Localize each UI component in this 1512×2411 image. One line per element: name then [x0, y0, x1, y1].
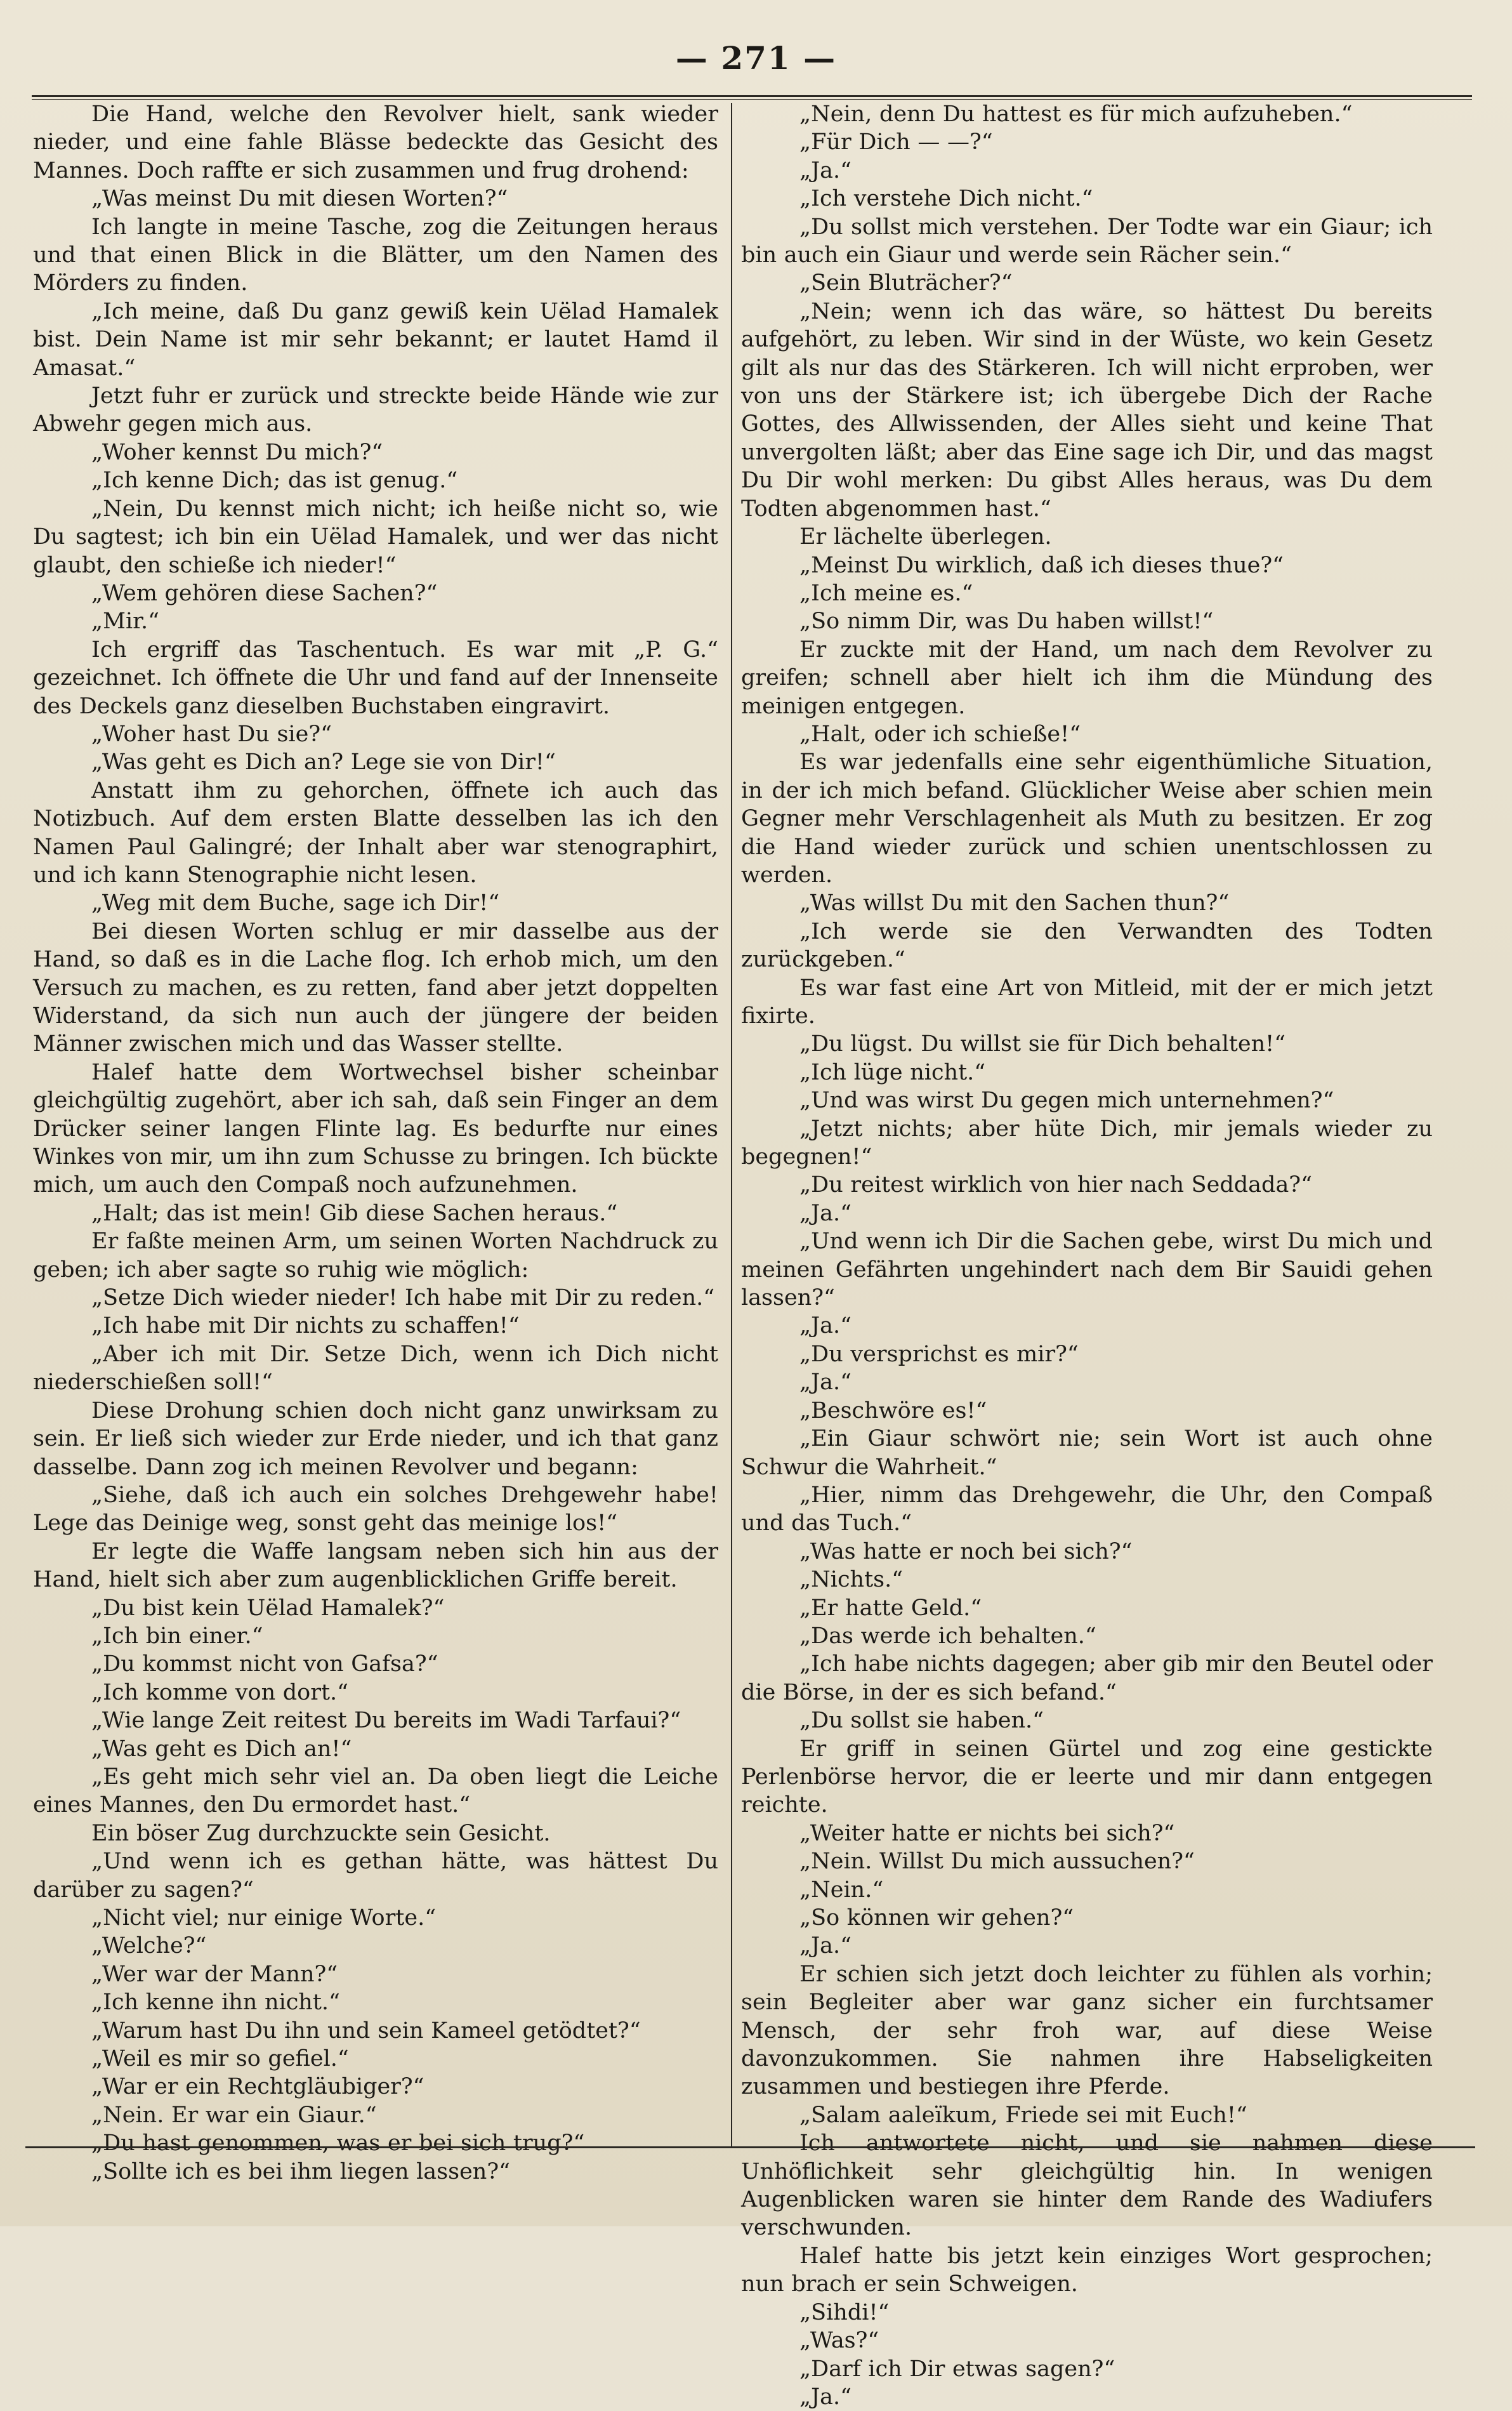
column-divider	[731, 103, 732, 2146]
paragraph: „Er hatte Geld.“	[799, 1595, 982, 1621]
paragraph: „Weg mit dem Buche, sage ich Dir!“	[91, 890, 500, 916]
paragraph: „Was meinst Du mit diesen Worten?“	[91, 186, 508, 212]
paragraph: „Ein Giaur schwört nie; sein Wort ist auch ohne Schwur die Wahrheit.“	[741, 1426, 1433, 1480]
paragraph: Jetzt fuhr er zurück und streckte beide Hände wie zur Abwehr gegen mich aus.	[33, 383, 718, 437]
paragraph: „Ich habe mit Dir nichts zu schaffen!“	[91, 1313, 520, 1339]
paragraph: „Nein, Du kennst mich nicht; ich heiße nicht so, wie Du sagtest; ich bin ein Uëlad Hamalek, und wer das nicht glaubt, den schieße ich nieder!“	[33, 496, 718, 578]
paragraph: Diese Drohung schien doch nicht ganz unwirksam zu sein. Er ließ sich wieder zur Erde nieder, und ich that ganz dasselbe. Dann zog ich meinen Revolver und begann:	[33, 1397, 718, 1480]
paragraph: „Darf ich Dir etwas sagen?“	[799, 2356, 1115, 2382]
paragraph: „Mir.“	[91, 609, 160, 635]
paragraph: „Ja.“	[799, 2384, 852, 2410]
paragraph: „Nein; wenn ich das wäre, so hättest Du bereits aufgehört, zu leben. Wir sind in der Wüste, wo kein Gesetz gilt als nur das des Stärkeren. Ich will nicht erproben, wer von uns der Stärkere ist; ich übergebe Dich der Rache Gottes, des Allwissenden, der Alles sieht und keine That unvergolten läßt; aber das Eine sage ich Dir, und das magst Du Dir wohl merken: Du gibst Alles heraus, was Du dem Todten abgenommen hast.“	[741, 298, 1433, 522]
paragraph: „Ich werde sie den Verwandten des Todten zurückgeben.“	[741, 918, 1433, 973]
paragraph: Anstatt ihm zu gehorchen, öffnete ich auch das Notizbuch. Auf dem ersten Blatte desselben las ich den Namen Paul Galingré; der Inhalt aber war stenographirt, und ich kann Stenographie nicht lesen.	[33, 777, 718, 888]
paragraph: „So nimm Dir, was Du haben willst!“	[799, 609, 1214, 635]
paragraph: Er zuckte mit der Hand, um nach dem Revolver zu greifen; schnell aber hielt ich ihm die Mündung des meinigen entgegen.	[741, 637, 1433, 719]
footer-rule	[25, 2146, 1475, 2148]
paragraph: Er griff in seinen Gürtel und zog eine gestickte Perlenbörse hervor, die er leerte und mir dann entgegen reichte.	[741, 1736, 1433, 1818]
paragraph: „Für Dich — —?“	[799, 129, 993, 155]
left-column	[33, 100, 718, 2184]
paragraph: „Was geht es Dich an? Lege sie von Dir!“	[91, 750, 556, 776]
paragraph: Er legte die Waffe langsam neben sich hin aus der Hand, hielt sich aber zum augenblicklichen Griffe bereit.	[33, 1538, 718, 1593]
paragraph: „Ich lüge nicht.“	[799, 1059, 986, 1085]
paragraph: „Aber ich mit Dir. Setze Dich, wenn ich Dich nicht niederschießen soll!“	[33, 1341, 718, 1396]
paragraph: „Weil es mir so gefiel.“	[91, 2046, 349, 2072]
paragraph: Ich antwortete nicht, und sie nahmen diese Unhöflichkeit sehr gleichgültig hin. In wenigen Augenblicken waren sie hinter dem Rande des Wadiufers verschwunden.	[741, 2130, 1433, 2241]
paragraph: „Was hatte er noch bei sich?“	[799, 1538, 1133, 1564]
paragraph: „Setze Dich wieder nieder! Ich habe mit Dir zu reden.“	[91, 1285, 715, 1311]
paragraph: „Warum hast Du ihn und sein Kameel getödtet?“	[91, 2018, 641, 2044]
paragraph: „Was willst Du mit den Sachen thun?“	[799, 890, 1230, 916]
paragraph: „Und was wirst Du gegen mich unternehmen?“	[799, 1088, 1334, 1114]
paragraph: „Du lügst. Du willst sie für Dich behalten!“	[799, 1031, 1286, 1057]
paragraph: Er faßte meinen Arm, um seinen Worten Nachdruck zu geben; ich aber sagte so ruhig wie möglich:	[33, 1229, 718, 1283]
paragraph: Er lächelte überlegen.	[799, 524, 1052, 550]
paragraph: „Nein. Er war ein Giaur.“	[91, 2102, 377, 2128]
paragraph: „Jetzt nichts; aber hüte Dich, mir jemals wieder zu begegnen!“	[741, 1116, 1433, 1170]
paragraph: „Halt, oder ich schieße!“	[799, 721, 1081, 747]
paragraph: „Siehe, daß ich auch ein solches Drehgewehr habe! Lege das Deinige weg, sonst geht das meinige los!“	[33, 1482, 718, 1536]
paragraph: „Und wenn ich es gethan hätte, was hättest Du darüber zu sagen?“	[33, 1849, 718, 1903]
paragraph: „Woher hast Du sie?“	[91, 721, 332, 747]
paragraph: „Ich meine es.“	[799, 580, 973, 606]
paragraph: „Ich kenne Dich; das ist genug.“	[91, 468, 458, 494]
paragraph: „Welche?“	[91, 1933, 207, 1959]
paragraph: Ich langte in meine Tasche, zog die Zeitungen heraus und that einen Blick in die Blätter, um den Namen des Mörders zu finden.	[33, 214, 718, 296]
paragraph: „Ja.“	[799, 1200, 852, 1226]
paragraph: „Du bist kein Uëlad Hamalek?“	[91, 1595, 445, 1621]
paragraph: „Meinst Du wirklich, daß ich dieses thue?“	[799, 552, 1284, 578]
page-number: — 271 —	[675, 39, 837, 77]
paragraph: „Ich verstehe Dich nicht.“	[799, 186, 1093, 212]
paragraph: „So können wir gehen?“	[799, 1905, 1074, 1931]
paragraph: „Du hast genommen, was er bei sich trug?“	[91, 2130, 585, 2157]
paragraph: Halef hatte dem Wortwechsel bisher scheinbar gleichgültig zugehört, aber ich sah, daß sein Finger an dem Drücker seiner langen Flinte lag. Es bedurfte nur eines Winkes von mir, um ihn zum Schusse zu bringen. Ich bückte mich, um auch den Compaß noch aufzunehmen.	[33, 1059, 718, 1198]
paragraph: „Nein, denn Du hattest es für mich aufzuheben.“	[799, 102, 1353, 127]
paragraph: Es war jedenfalls eine sehr eigenthümliche Situation, in der ich mich befand. Glücklicher Weise aber schien mein Gegner mehr Verschlagenheit als Muth zu besitzen. Er zog die Hand wieder zurück und schien unentschlossen zu werden.	[741, 750, 1433, 888]
paragraph: Bei diesen Worten schlug er mir dasselbe aus der Hand, so daß es in die Lache flog. Ich erhob mich, um den Versuch zu machen, es zu retten, fand aber jetzt doppelten Widerstand, da sich nun auch der jüngere der beiden Männer zwischen mich und das Wasser stellte.	[33, 918, 718, 1057]
paragraph: „Ja.“	[799, 157, 852, 183]
paragraph: „Halt; das ist mein! Gib diese Sachen heraus.“	[91, 1200, 618, 1226]
paragraph: „Ich kenne ihn nicht.“	[91, 1990, 340, 2016]
paragraph: Er schien sich jetzt doch leichter zu fühlen als vorhin; sein Begleiter aber war ganz sicher ein furchtsamer Mensch, der sehr froh war, auf diese Weise davonzukommen. Sie nahmen ihre Habseligkeiten zusammen und bestiegen ihre Pferde.	[741, 1961, 1433, 2100]
paragraph: „Ja.“	[799, 1370, 852, 1396]
paragraph: „Wie lange Zeit reitest Du bereits im Wadi Tarfaui?“	[91, 1708, 681, 1734]
header-rule	[32, 95, 1472, 97]
paragraph: „Wem gehören diese Sachen?“	[91, 580, 438, 606]
paragraph: „Und wenn ich Dir die Sachen gebe, wirst Du mich und meinen Gefährten ungehindert nach dem Bir Sauidi gehen lassen?“	[741, 1229, 1433, 1311]
paragraph: „Du kommst nicht von Gafsa?“	[91, 1651, 438, 1677]
paragraph: „Es geht mich sehr viel an. Da oben liegt die Leiche eines Mannes, den Du ermordet hast.“	[33, 1764, 718, 1818]
paragraph: „Ich habe nichts dagegen; aber gib mir den Beutel oder die Börse, in der es sich befand.“	[741, 1651, 1433, 1705]
paragraph: „Nicht viel; nur einige Worte.“	[91, 1905, 437, 1931]
paragraph: „War er ein Rechtgläubiger?“	[91, 2074, 424, 2100]
paragraph: „Sihdi!“	[799, 2299, 890, 2325]
paragraph: „Beschwöre es!“	[799, 1397, 987, 1423]
paragraph: „Das werde ich behalten.“	[799, 1623, 1096, 1649]
paragraph: „Du sollst mich verstehen. Der Todte war ein Giaur; ich bin auch ein Giaur und werde sein Rächer sein.“	[741, 214, 1433, 268]
paragraph: Halef hatte bis jetzt kein einziges Wort gesprochen; nun brach er sein Schweigen.	[741, 2243, 1433, 2297]
paragraph: „Ich komme von dort.“	[91, 1679, 349, 1705]
paragraph: „Nichts.“	[799, 1567, 904, 1593]
paragraph: „Du reitest wirklich von hier nach Seddada?“	[799, 1172, 1312, 1198]
paragraph: „Ich bin einer.“	[91, 1623, 263, 1649]
paragraph: „Sollte ich es bei ihm liegen lassen?“	[91, 2158, 511, 2184]
right-column	[741, 100, 1433, 2410]
paragraph: „Du sollst sie haben.“	[799, 1708, 1044, 1734]
paragraph: „Du versprichst es mir?“	[799, 1341, 1079, 1367]
paragraph: „Wer war der Mann?“	[91, 1961, 338, 1987]
paragraph: „Was geht es Dich an!“	[91, 1736, 352, 1762]
paragraph: „Nein.“	[799, 1877, 884, 1903]
paragraph: „Weiter hatte er nichts bei sich?“	[799, 1820, 1175, 1846]
paragraph: „Ja.“	[799, 1933, 852, 1959]
paragraph: „Ja.“	[799, 1313, 852, 1339]
paragraph: Ein böser Zug durchzuckte sein Gesicht.	[91, 1820, 551, 1846]
paragraph: Die Hand, welche den Revolver hielt, sank wieder nieder, und eine fahle Blässe bedeckte das Gesicht des Mannes. Doch raffte er sich zusammen und frug drohend:	[33, 102, 718, 183]
paragraph: Ich ergriff das Taschentuch. Es war mit „P. G.“ gezeichnet. Ich öffnete die Uhr und fand auf der Innenseite des Deckels ganz dieselben Buchstaben eingravirt.	[33, 637, 718, 719]
paragraph: „Woher kennst Du mich?“	[91, 439, 383, 465]
paragraph: „Was?“	[799, 2328, 879, 2354]
paragraph: „Salam aaleïkum, Friede sei mit Euch!“	[799, 2102, 1247, 2128]
paragraph: „Nein. Willst Du mich aussuchen?“	[799, 1849, 1195, 1875]
paragraph: „Sein Bluträcher?“	[799, 270, 1013, 296]
paragraph: „Hier, nimm das Drehgewehr, die Uhr, den Compaß und das Tuch.“	[741, 1482, 1433, 1536]
paragraph: „Ich meine, daß Du ganz gewiß kein Uëlad Hamalek bist. Dein Name ist mir sehr bekannt; er lautet Hamd il Amasat.“	[33, 298, 718, 381]
header-rule-thin	[32, 99, 1472, 100]
paragraph: Es war fast eine Art von Mitleid, mit der er mich jetzt fixirte.	[741, 975, 1433, 1029]
